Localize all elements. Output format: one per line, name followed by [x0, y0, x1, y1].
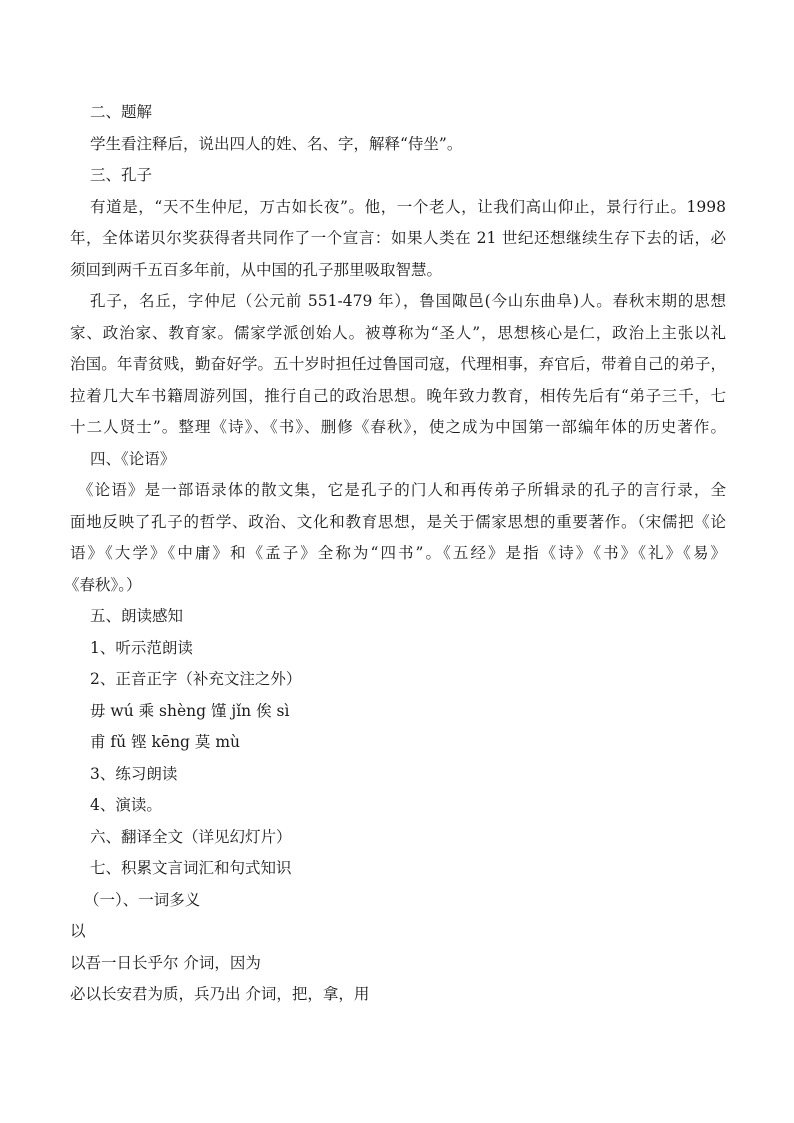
document-body	[64, 97, 726, 1011]
section-heading-vocabulary: 七、积累文言词汇和句式知识	[90, 859, 292, 877]
subsection-heading: （一）、一词多义	[84, 890, 201, 909]
vocabulary-example: 以吾一日长乎尔 介词，因为	[70, 953, 261, 972]
paragraph-text: 学生看注释后，说出四人的姓、名、字，解释“侍坐”。	[90, 134, 463, 153]
list-item: 4、演读。	[90, 796, 162, 814]
paragraph-text: 拉着几大车书籍周游列国，推行自己的政治思想。晚年致力教育，相传先后有“弟子三千，七	[70, 386, 726, 405]
paragraph-text: 有道是，“天不生仲尼，万古如长夜”。他，一个老人，让我们高山仰止，景行行止。1998	[90, 197, 726, 216]
paragraph-text: 《论语》是一部语录体的散文集，它是孔子的门人和再传弟子所辑录的孔子的言行录，全	[78, 481, 726, 499]
paragraph-text: 须回到两千五百多年前，从中国的孔子那里吸取智慧。	[70, 260, 443, 279]
section-heading-title-explanation: 二、题解	[90, 103, 153, 121]
section-heading-reading: 五、朗读感知	[90, 607, 184, 625]
list-item: 3、练习朗读	[90, 764, 178, 783]
paragraph-text: 语》《大学》《中庸》和《孟子》全称为“四书”。《五经》是指《诗》《书》《礼》《易》	[70, 544, 726, 562]
pronunciation-line: 甫 fǔ 铿 kēng 莫 mù	[90, 733, 241, 751]
vocabulary-example: 必以长安君为质，兵乃出 介词，把，拿，用	[70, 985, 370, 1003]
list-item: 1、听示范朗读	[90, 638, 193, 657]
paragraph-text: 《春秋》。）	[64, 575, 142, 594]
pronunciation-line: 毋 wú 乘 shèng 馑 jǐn 俟 sì	[90, 701, 290, 720]
paragraph-text: 年，全体诺贝尔奖获得者共同作了一个宣言：如果人类在 21 世纪还想继续生存下去的话，必	[70, 229, 726, 247]
paragraph-text: 治国。年青贫贱，勤奋好学。五十岁时担任过鲁国司寇，代理相事，弃官后，带着自己的弟子，	[70, 355, 726, 373]
section-heading-translation: 六、翻译全文（详见幻灯片）	[90, 827, 292, 846]
section-heading-analects: 四、《论语》	[90, 449, 176, 468]
vocabulary-term: 以	[70, 922, 86, 940]
paragraph-text: 面地反映了孔子的哲学、政治、文化和教育思想，是关于儒家思想的重要著作。（宋儒把《论	[70, 512, 726, 531]
section-heading-confucius: 三、孔子	[90, 166, 153, 184]
paragraph-text: 家、政治家、教育家。儒家学派创始人。被尊称为“圣人”，思想核心是仁，政治上主张以礼	[70, 323, 726, 342]
paragraph-text: 十二人贤士”。整理《诗》、《书》、删修《春秋》，使之成为中国第一部编年体的历史著作。	[70, 418, 726, 436]
list-item: 2、正音正字（补充文注之外）	[90, 670, 302, 688]
paragraph-text: 孔子，名丘，字仲尼（公元前 551-479 年），鲁国陬邑(今山东曲阜)人。春秋末期的思想	[90, 292, 726, 310]
